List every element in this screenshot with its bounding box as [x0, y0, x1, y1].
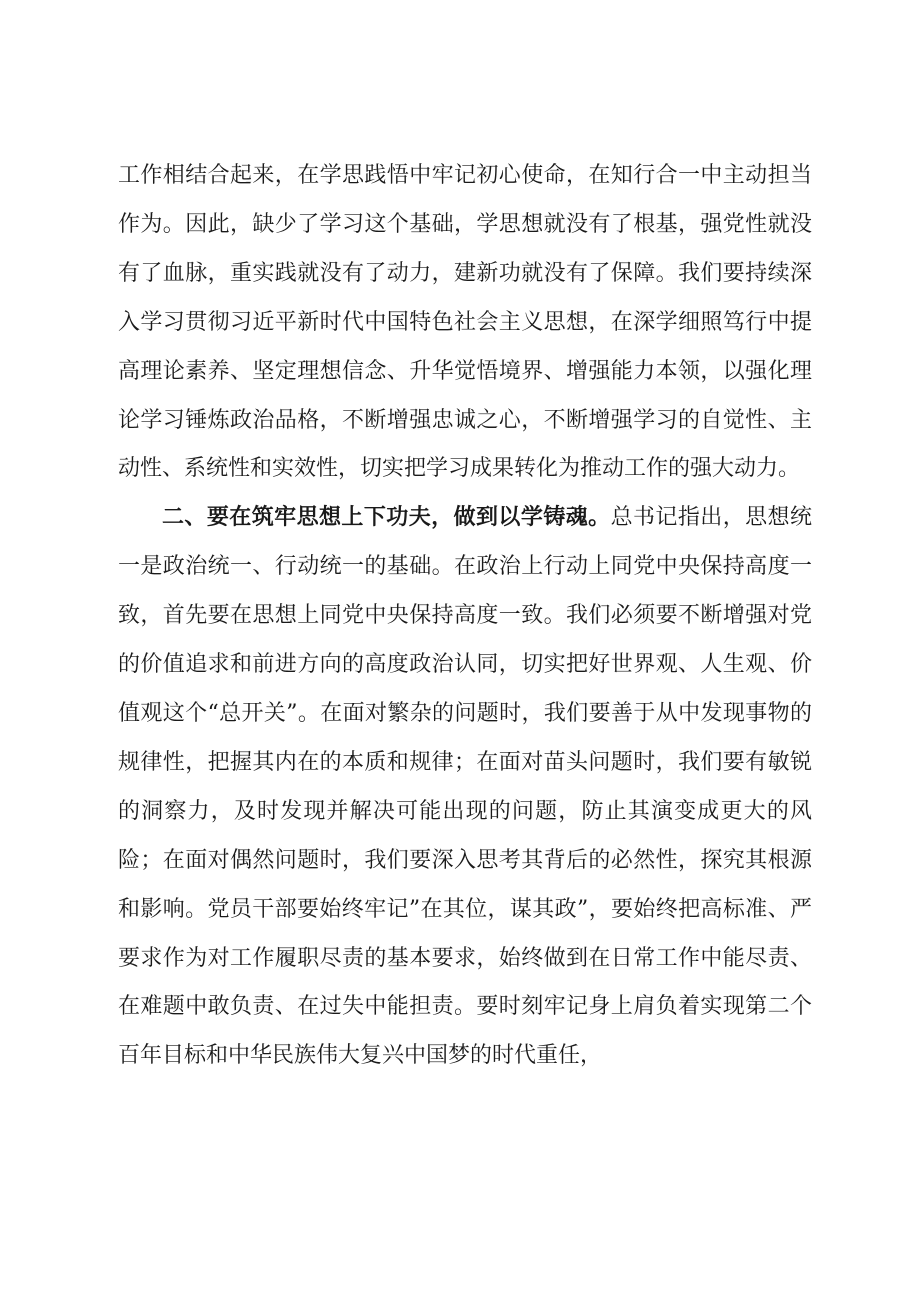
section-heading: 二、要在筑牢思想上下功夫，做到以学铸魂。 [162, 505, 611, 531]
paragraph-continuation: 工作相结合起来，在学思践悟中牢记初心使命，在知行合一中主动担当作为。因此，缺少了学习这个基础，学思想就没有了根基，强党性就没有了血脉，重实践就没有了动力，建新功就没有了保障。我们要持续深入学习贯彻习近平新时代中国特色社会主义思想，在深学细照笃行中提高理论素养、坚定理想信念、升华觉悟境界、增强能力本领，以强化理论学习锤炼政治品格，不断增强忠诚之心，不断增强学习的自觉性、主动性、系统性和实效性，切实把学习成果转化为推动工作的强大动力。 [118, 163, 812, 482]
paragraph-text: 总书记指出，思想统一是政治统一、行动统一的基础。在政治上行动上同党中央保持高度一致，首先要在思想上同党中央保持高度一致。我们必须要不断增强对党的价值追求和前进方向的高度政治认同，切实把好世界观、人生观、价值观这个“总开关”。在面对繁杂的问题时，我们要善于从中发现事物的规律性，把握其内在的本质和规律；在面对苗头问题时，我们要有敏锐的洞察力，及时发现并解决可能出现的问题，防止其演变成更大的风险；在面对偶然问题时，我们要深入思考其背后的必然性，探究其根源和影响。党员干部要始终牢记”在其位，谋其政”，要始终把高标准、严要求作为对工作履职尽责的基本要求，始终做到在日常工作中能尽责、在难题中敢负责、在过失中能担责。要时刻牢记身上肩负着实现第二个百年目标和中华民族伟大复兴中国梦的时代重任， [118, 505, 812, 1069]
document-body [118, 152, 812, 1081]
paragraph-section-two [118, 494, 812, 1081]
